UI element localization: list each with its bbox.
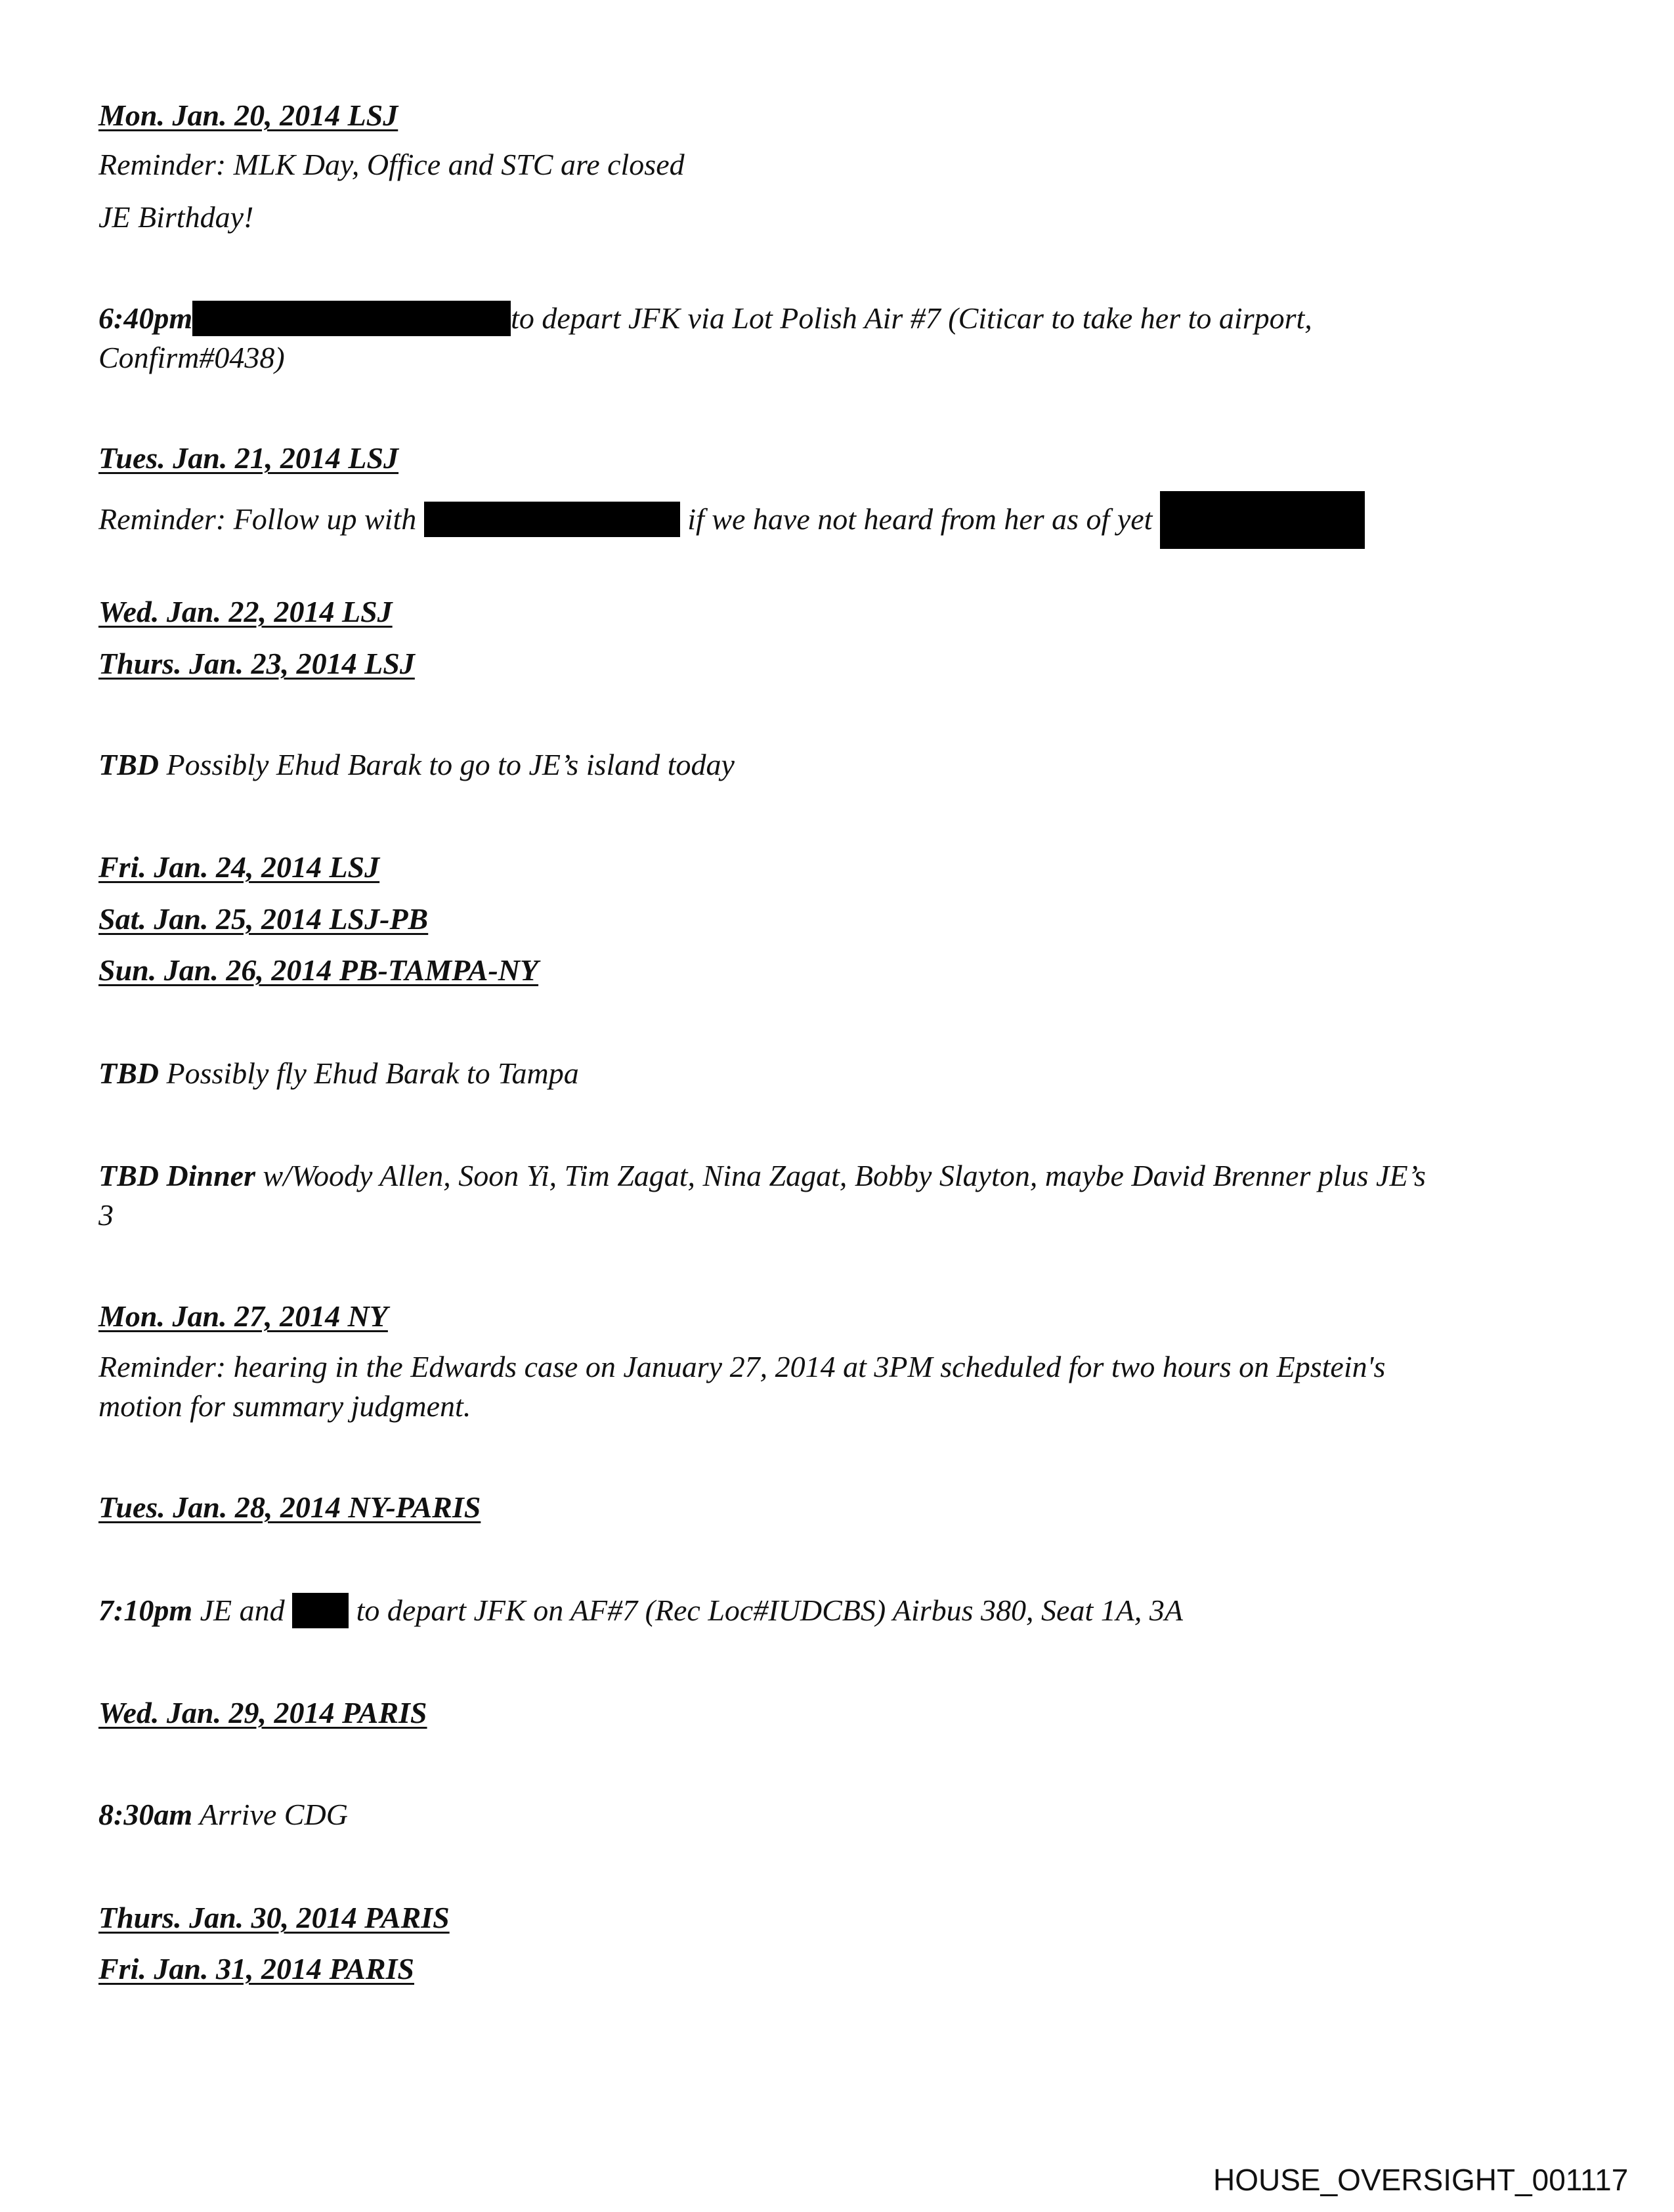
flight-entry-continuation: Confirm#0438) [98,341,285,374]
bates-number: HOUSE_OVERSIGHT_001117 [1213,2163,1629,2197]
reminder-hearing: Reminder: hearing in the Edwards case on January 27, 2014 at 3PM scheduled for two hours on Epstein's [98,1350,1386,1383]
tbd-fly-tampa: TBD Possibly fly Ehud Barak to Tampa [98,1056,579,1090]
date-heading-jan-22: Wed. Jan. 22, 2014 LSJ [98,595,393,628]
date-heading-jan-26: Sun. Jan. 26, 2014 PB-TAMPA-NY [98,953,539,987]
redaction-box [292,1593,349,1628]
time-640pm: 6:40pm [98,301,193,335]
redaction-box [1160,491,1365,549]
birthday-note: JE Birthday! [98,200,254,234]
reminder-follow-up: Reminder: Follow up with if we have not heard from her as of yet [98,491,1365,549]
flight-entry-710pm: 7:10pm JE and to depart JFK on AF#7 (Rec Loc#IUDCBS) Airbus 380, Seat 1A, 3A [98,1594,1183,1627]
flight-entry-640pm [98,300,1312,337]
reminder-mlk-day: Reminder: MLK Day, Office and STC are closed [98,148,685,181]
arrival-entry: 8:30am Arrive CDG [98,1798,348,1831]
date-heading-jan-20: Mon. Jan. 20, 2014 LSJ [98,98,398,132]
date-heading-jan-30: Thurs. Jan. 30, 2014 PARIS [98,1901,450,1934]
reminder-hearing-continuation: motion for summary judgment. [98,1389,471,1423]
date-heading-jan-25: Sat. Jan. 25, 2014 LSJ-PB [98,902,429,936]
date-heading-jan-28: Tues. Jan. 28, 2014 NY-PARIS [98,1490,481,1524]
tbd-island: TBD Possibly Ehud Barak to go to JE’s island today [98,748,735,781]
date-heading-jan-23: Thurs. Jan. 23, 2014 LSJ [98,647,415,680]
tbd-dinner-continuation: 3 [98,1198,114,1232]
date-heading-jan-24: Fri. Jan. 24, 2014 LSJ [98,850,380,884]
redaction-box [424,502,680,537]
date-heading-jan-29: Wed. Jan. 29, 2014 PARIS [98,1696,427,1729]
tbd-dinner: TBD Dinner w/Woody Allen, Soon Yi, Tim Zagat, Nina Zagat, Bobby Slayton, maybe David Brenner plus JE’s [98,1159,1426,1192]
date-heading-jan-31: Fri. Jan. 31, 2014 PARIS [98,1952,414,1985]
flight-text: to depart JFK via Lot Polish Air #7 (Citicar to take her to airport, [511,301,1312,335]
date-heading-jan-21: Tues. Jan. 21, 2014 LSJ [98,441,399,475]
date-heading-jan-27: Mon. Jan. 27, 2014 NY [98,1299,388,1333]
redaction-box [192,301,511,336]
